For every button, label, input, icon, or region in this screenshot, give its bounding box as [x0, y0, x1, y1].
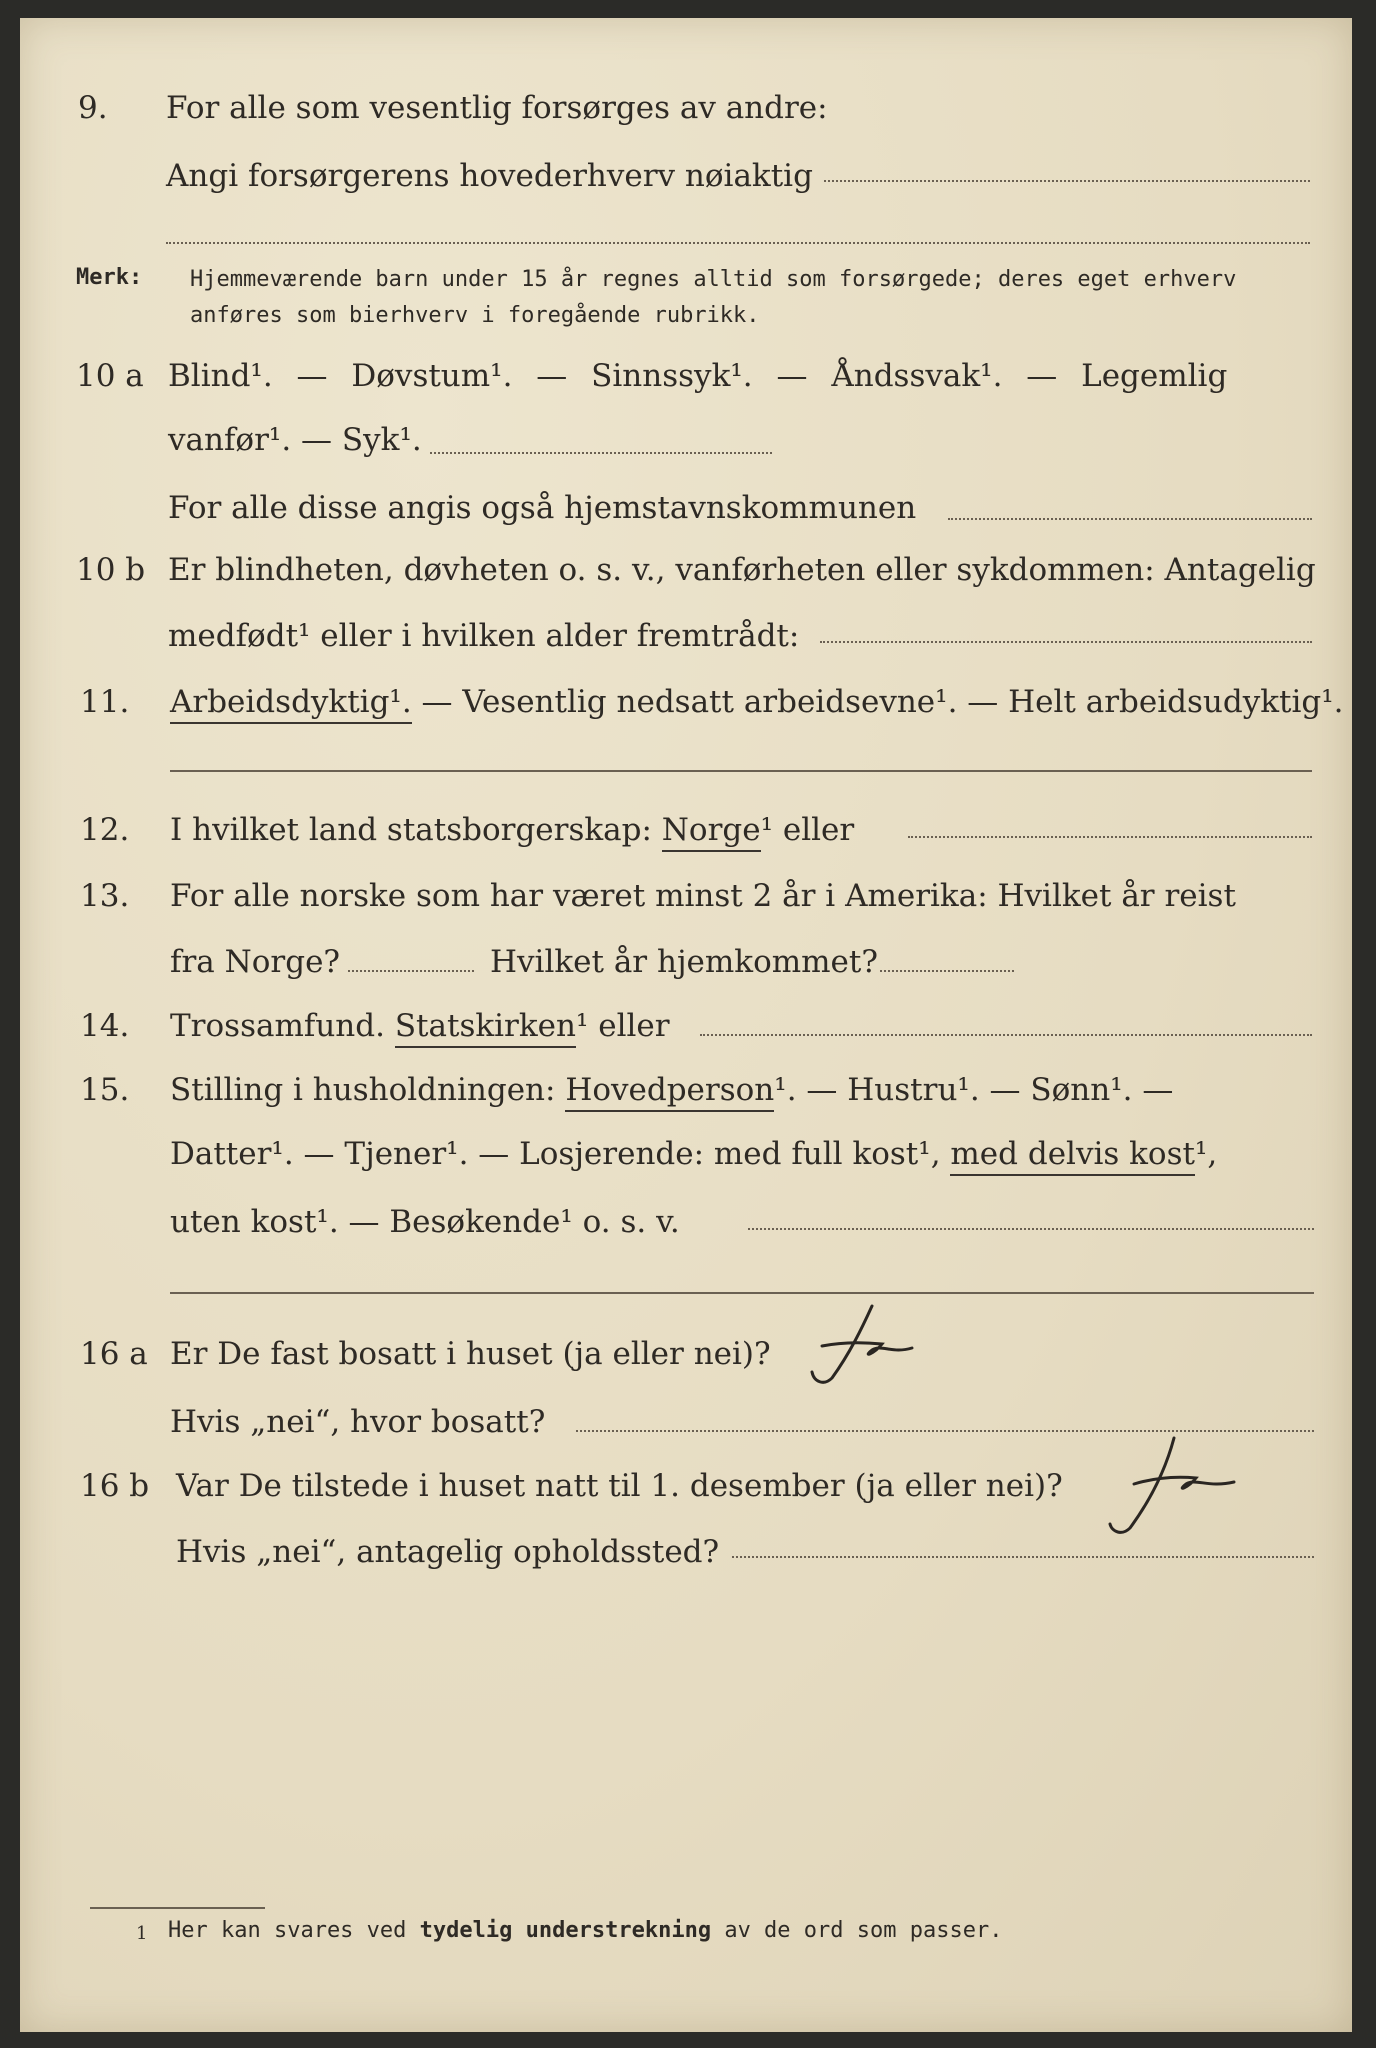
answer-line[interactable] [748, 1228, 1314, 1230]
footnote-emphasis: tydelig understrekning [419, 1918, 712, 1943]
selected-option[interactable]: med delvis kost [950, 1136, 1195, 1176]
question-text: Hvis „nei“, antagelig opholdssted? [176, 1534, 720, 1570]
question-number: 13. [80, 878, 130, 914]
question-suffix: ¹ eller [760, 812, 855, 848]
question-prefix: Trossamfund. [170, 1008, 395, 1044]
question-number: 10 b [76, 552, 146, 588]
question-text: Blind¹. — Døvstum¹. — Sinnssyk¹. — Åndssvak¹. — Legemlig [168, 358, 1228, 394]
note-label: Merk: [76, 265, 143, 290]
question-number: 9. [78, 90, 108, 126]
answer-line[interactable] [430, 452, 772, 454]
handwritten-answer-ja [1104, 1428, 1244, 1548]
question-text: medfødt¹ eller i hvilken alder fremtrådt: [168, 618, 800, 654]
question-text: Var De tilstede i huset natt til 1. desember (ja eller nei)? [176, 1468, 1063, 1504]
footnote-text [168, 1918, 1002, 1943]
question-text: Angi forsørgerens hovederhverv nøiaktig [166, 158, 813, 194]
question-prefix: Stilling i husholdningen: [170, 1072, 566, 1108]
footnote-rule [90, 1907, 265, 1909]
question-text: Hvilket år hjemkommet? [490, 944, 878, 980]
question-text: fra Norge? [170, 944, 341, 980]
answer-line[interactable] [908, 836, 1312, 838]
question-prefix: I hvilket land statsborgerskap: [170, 812, 662, 848]
options-text: ¹. — Hustru¹. — Sønn¹. — [774, 1072, 1174, 1108]
question-number: 14. [80, 1008, 130, 1044]
question-text [170, 1072, 1173, 1108]
question-text [170, 684, 1344, 720]
answer-line[interactable] [732, 1556, 1314, 1558]
question-number: 16 a [80, 1336, 148, 1372]
footnote-suffix: av de ord som passer. [711, 1918, 1003, 1943]
answer-line[interactable] [880, 970, 1014, 972]
question-number: 15. [80, 1072, 130, 1108]
answer-line[interactable] [348, 970, 474, 972]
question-text: For alle som vesentlig forsørges av andre: [166, 90, 828, 126]
options-text: — Vesentlig nedsatt arbeidsevne¹. — Helt arbeidsudyktig¹. [411, 684, 1344, 720]
options-text: Datter¹. — Tjener¹. — Losjerende: med full kost¹, [170, 1136, 951, 1172]
question-text: Hvis „nei“, hvor bosatt? [170, 1404, 546, 1440]
answer-line[interactable] [170, 770, 1312, 772]
question-number: 12. [80, 812, 130, 848]
options-suffix: ¹, [1194, 1136, 1218, 1172]
question-text [170, 1136, 1217, 1172]
question-text: uten kost¹. — Besøkende¹ o. s. v. [170, 1204, 680, 1240]
handwritten-answer-ja [802, 1298, 932, 1388]
answer-line[interactable] [820, 641, 1312, 643]
question-number: 11. [80, 684, 130, 720]
question-number: 10 a [76, 358, 144, 394]
question-text: vanfør¹. — Syk¹. [168, 422, 422, 458]
answer-line[interactable] [170, 1292, 1314, 1294]
selected-option[interactable]: Hovedperson [565, 1072, 774, 1112]
footnote-mark: 1 [136, 1923, 148, 1944]
selected-option[interactable]: Arbeidsdyktig¹. [170, 684, 412, 724]
question-text [170, 1008, 670, 1044]
answer-line[interactable] [700, 1034, 1312, 1036]
question-text [170, 812, 854, 848]
question-text: Er De fast bosatt i huset (ja eller nei)? [170, 1336, 771, 1372]
selected-option[interactable]: Norge [662, 812, 761, 852]
question-text: For alle disse angis også hjemstavnskommunen [168, 490, 917, 526]
note-text: Hjemmeværende barn under 15 år regnes alltid som forsørgede; deres eget erhverv anføres som bierhverv i foregående rubrikk. [190, 267, 1237, 328]
question-number: 16 b [80, 1468, 150, 1504]
answer-line[interactable] [948, 518, 1312, 520]
footnote-prefix: Her kan svares ved [168, 1918, 420, 1943]
form-page [20, 18, 1352, 2032]
answer-line[interactable] [824, 180, 1310, 182]
question-suffix: ¹ eller [575, 1008, 670, 1044]
selected-option[interactable]: Statskirken [395, 1008, 576, 1048]
question-text: For alle norske som har været minst 2 år i Amerika: Hvilket år reist [170, 878, 1236, 914]
question-text: Er blindheten, døvheten o. s. v., vanførheten eller sykdommen: Antagelig [168, 552, 1316, 588]
answer-line[interactable] [166, 242, 1310, 244]
